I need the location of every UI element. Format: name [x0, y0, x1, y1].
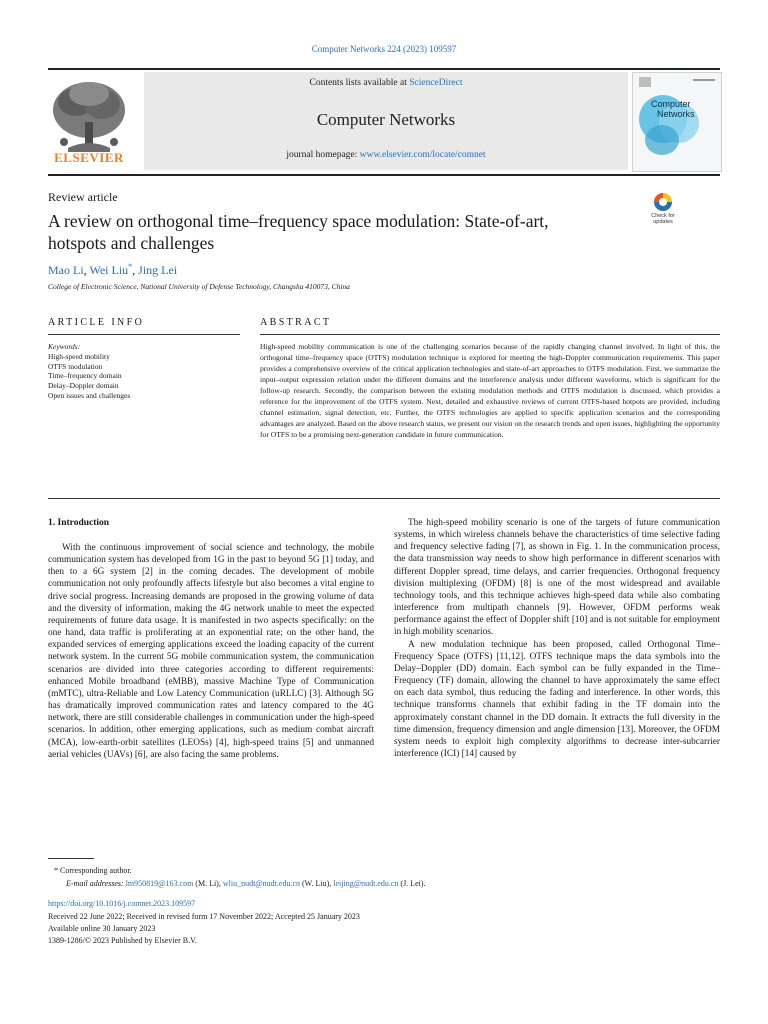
corresponding-author-note: * Corresponding author. — [54, 866, 132, 875]
divider — [260, 334, 720, 335]
keyword-item: Open issues and challenges — [48, 390, 131, 400]
journal-cover-thumbnail[interactable] — [632, 72, 722, 172]
journal-name: Computer Networks — [316, 110, 456, 129]
cover-title-line: Computer — [651, 99, 691, 109]
paragraph: With the continuous improvement of social science and technology, the mobile communication system has developed from 1G in the past to beyond 5G [1] today, and then to a 6G system [2] in the coming decades. The development of mobile communication not only profoundly affects lifestyle but also becomes a vital engine to drive social progress. Increasing demands are proposed in the growing volume of data and the diversity of information, making the 4G network unable to meet the expected requirements of future data usage. It is manifested in two aspects specifically: on the one hand, data traffic is proliferating at an exponential rate; on the other hand, the expanded services of emerging applications exceed the loading capacity of the current network system. In the current 5G mobile communication system, the communication scenarios are divided into three categories according to different requirements: enhanced Mobile broadband (eMBB), massive Machine Type of Communication (mMTC), ultra-Reliable and Low Latency Communication (uRLLC) [3]. Although 5G has dramatically improved communication rates and latency compared to the 4G network, there are still considerable challenges in communication under the high-speed scenarios. In addition, other emerging applications, such as medium combat aircraft (MCA), low-earth-orbit satellites (LEOSs) [4], high-speed trains [5] and unmanned aerial vehicles (UAVs) [6], are also facing the same problems. — [48, 543, 374, 760]
header-top-rule — [48, 68, 720, 70]
online-date: Available online 30 January 2023 — [48, 924, 156, 933]
keyword-item: High-speed mobility — [48, 351, 110, 361]
footnote-rule — [48, 858, 94, 859]
article-title: A review on orthogonal time–frequency space modulation: State-of-art, hotspots and challenges — [48, 211, 549, 253]
journal-header — [48, 68, 720, 172]
check-for-updates-icon[interactable] — [644, 192, 682, 232]
email-link[interactable]: wliu_nudt@nudt.edu.cn — [222, 879, 300, 888]
contents-prefix: Contents lists available at — [309, 78, 410, 88]
abstract-text: High-speed mobility communication is one of the challenging scenarios because of the rapidly changing channel involved. In light of this, the orthogonal time–frequency space (OTFS) modulation technique is explored for meeting the high-Doppler communication requirements. This paper provides a comprehensive overview of the critical application technologies and state-of-art approaches to OTFS modulation. First, we summarize the input–output expression relation under the different domains and the interference analysis under different waveforms, which is significant for the follow-up research. Secondly, the comparison between the existing modulation methods and OTFS modulation is discussed, which provides a reference for the improvement of the OTFS system. Next, detailed and exhaustive reviews of current OTFS-based hotpots are provided, including channel estimation, signal detection, etc. Further, the OTFS technologies are applied to specific application scenarios and the corresponding advantages are analyzed. Based on the above research status, we present our vision on the research trends and open issues, highlighting the opportunity for OTFS to be a promising next-generation candidate in future communication. — [260, 342, 720, 439]
copyright: 1389-1286/© 2023 Published by Elsevier B.V. — [48, 936, 197, 945]
cover-graphic — [645, 125, 679, 155]
cover-title-line: Networks — [657, 109, 695, 119]
journal-citation-link[interactable]: Computer Networks 224 (2023) 109597 — [311, 44, 457, 54]
sciencedirect-link[interactable]: ScienceDirect — [409, 78, 463, 88]
keyword-item: Delay–Doppler domain — [48, 381, 119, 391]
author-list: Mao Li, Wei Liu*, Jing Lei — [48, 262, 178, 277]
body-column-right — [394, 517, 720, 760]
keywords-label: Keywords: — [48, 342, 81, 351]
email-owner: (W. Liu), — [302, 879, 332, 888]
author-link[interactable]: Mao Li — [48, 263, 84, 277]
body-column-left — [48, 542, 374, 761]
divider — [48, 334, 240, 335]
contents-line — [144, 78, 628, 88]
author-link[interactable]: Jing Lei — [138, 263, 178, 277]
journal-banner — [144, 72, 628, 170]
homepage-link[interactable]: www.elsevier.com/locate/comnet — [359, 150, 486, 160]
email-label: E-mail addresses: — [66, 879, 124, 888]
article-type: Review article — [48, 190, 118, 204]
header-bottom-rule — [48, 174, 720, 176]
paragraph: A new modulation technique has been proposed, called Orthogonal Time–Frequency Space (OTFS) [11,12]. OTFS technique maps the data symbols into the Delay–Doppler (DD) domain. Each symbol can be fully expanded in the Time–Frequency (TF) domain, allowing the channel to have approximately the same effect on each data symbol, thus reducing the fading and interference. In other words, this technique transforms channels that exhibit fading in the TF domain into the approximately constant channel in the DD domain. It extracts the full diversity in the time dimension, frequency dimension and angle dimension [13]. Moreover, the OFDM system needs to exploit high complexity algorithms to decrease inter-subcarrier interference (ICI) [14] caused by — [394, 639, 720, 759]
homepage-prefix: journal homepage: — [286, 150, 360, 160]
author-link[interactable]: Wei Liu — [89, 263, 129, 277]
keyword-item: OTFS modulation — [48, 361, 103, 371]
email-addresses — [66, 879, 426, 888]
divider — [48, 498, 720, 499]
email-link[interactable]: lm950819@163.com — [125, 879, 194, 888]
elsevier-wordmark: ELSEVIER — [54, 150, 124, 165]
keyword-item: Time–frequency domain — [48, 371, 122, 381]
cover-topline — [693, 79, 715, 81]
keywords-list — [48, 342, 240, 401]
doi-link[interactable]: https://doi.org/10.1016/j.comnet.2023.109597 — [48, 899, 196, 908]
abstract-heading: ABSTRACT — [260, 317, 332, 328]
affiliation: College of Electronic Science, National University of Defense Technology, Changsha 410073, China — [48, 282, 350, 291]
paragraph: The high-speed mobility scenario is one of the targets of future communication systems, in which wireless channels behave the characteristics of time selective fading and frequency selective fading [7], as shown in Fig. 1. In the communication process, the data transmission way needs to show high performance in different scenarios with different Doppler spread, time delays, and carrier frequencies. Orthogonal frequency division multiplexing (OFDM) [8] is one of the most widespread and available technology tools, and this technique achieves high-speed data while also combating interference from multipath channels [9]. However, OFDM performs weak performance against the effect of Doppler shift [10] and is not suitable for employment in high mobility scenarios. — [394, 518, 720, 638]
article-info-heading: ARTICLE INFO — [48, 317, 145, 328]
section-heading: 1. Introduction — [48, 518, 110, 528]
homepage-line — [144, 150, 628, 160]
corresponding-mark[interactable]: * — [128, 262, 133, 271]
cover-title — [651, 99, 695, 119]
email-owner: (M. Li), — [195, 879, 221, 888]
check-for-updates-label: Check for updates — [651, 213, 675, 225]
cover-logo-mark — [639, 77, 651, 87]
email-owner: (J. Lei). — [400, 879, 426, 888]
received-dates: Received 22 June 2022; Received in revised form 17 November 2022; Accepted 25 January 2023 — [48, 912, 360, 921]
email-link[interactable]: leijing@nudt.edu.cn — [333, 879, 399, 888]
